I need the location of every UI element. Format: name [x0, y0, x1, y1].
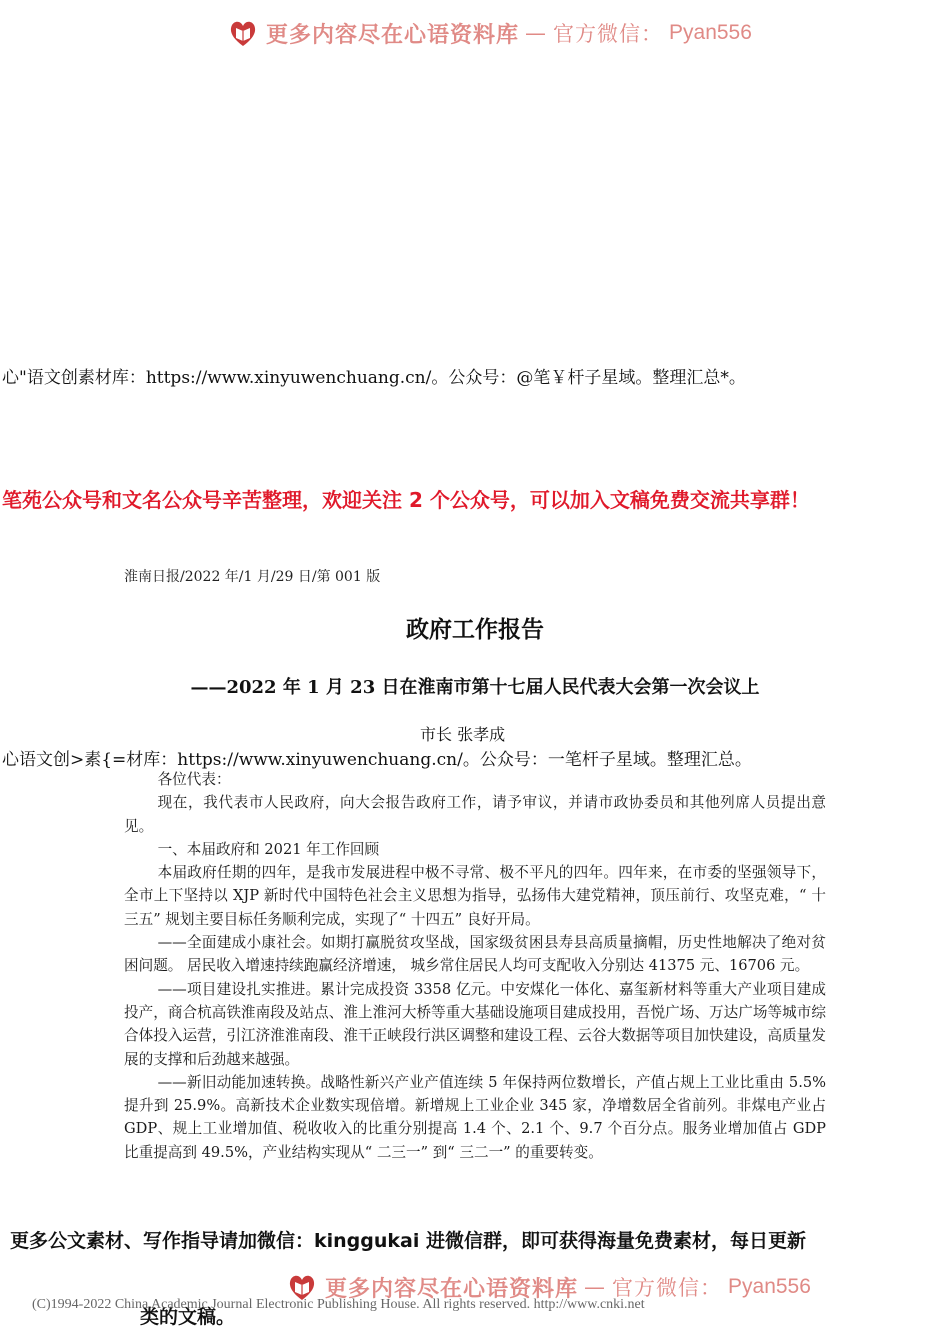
- source-line-middle: 心语文创>素{=材库：https://www.xinyuwenchuang.cn/。公众号：一笔杆子星域。整理汇总。: [2, 750, 752, 770]
- report-body: [124, 768, 826, 1164]
- paragraph-review: 本届政府任期的四年，是我市发展进程中极不寻常、极不平凡的四年。四年来，在市委的坚强领导下，全市上下坚持以 XJP 新时代中国特色社会主义思想为指导，弘扬伟大建党精神，顶压前行、攻坚克难，“ 十三五” 规划主要目标任务顺利完成，实现了“ 十四五” 良好开局。: [124, 864, 826, 928]
- author-line: 市长 张孝成: [420, 725, 506, 744]
- watermark-main-text: 更多内容尽在心语资料库: [325, 1275, 579, 1302]
- section-heading: 一、本届政府和 2021 年工作回顾: [157, 840, 380, 858]
- watermark-wechat-label: 官方微信：: [553, 22, 664, 46]
- paragraph-momentum: ——新旧动能加速转换。战略性新兴产业产值连续 5 年保持两位数增长，产值占规上工业比重由 5.5%提升到 25.9%。高新技术企业数实现倍增。新增规上工业企业 345 家，净增数居全省前列。非煤电产业占 GDP、规上工业增加值、税收收入的比重分别提高 1.4 个、2.1 个、9.7 个百分点。服务业增加值占 GDP 比重提高到 49.5%，产业结构实现从“ 二三一” 到“ 三二一” 的重要转变。: [124, 1073, 826, 1161]
- dateline: 淮南日报/2022 年/1 月/29 日/第 001 版: [124, 569, 381, 585]
- watermark-header: [226, 16, 752, 50]
- paragraph-xiaokang: ——全面建成小康社会。如期打赢脱贫攻坚战，国家级贫困县寿县高质量摘帽，历史性地解决了绝对贫困问题。 居民收入增速持续跑赢经济增速， 城乡常住居民人均可支配收入分别达 41375 元、16706 元。: [124, 934, 826, 975]
- copyright-footer: (C)1994-2022 China Academic Journal Electronic Publishing House. All rights reserved. http://www.cnki.net: [32, 1297, 645, 1312]
- promo-banner-red: 笔苑公众号和文名公众号辛苦整理，欢迎关注 2 个公众号，可以加入文稿免费交流共享群！: [2, 488, 810, 512]
- paragraph-salutation: 各位代表：: [157, 771, 231, 788]
- paragraph-projects: ——项目建设扎实推进。累计完成投资 3358 亿元。中安煤化一体化、嘉玺新材料等重大产业项目建成投产，商合杭高铁淮南段及站点、淮上淮河大桥等重大基础设施项目建成投用，吾悦广场、万达广场等城市综合体投入运营，引江济淮淮南段、淮干正峡段行洪区调整和建设工程、云谷大数据等项目加快建设，高质量发展的支撑和后劲越来越强。: [124, 980, 826, 1068]
- source-line-top: 心"语文创素材库：https://www.xinyuwenchuang.cn/。公众号：@笔￥杆子星域。整理汇总*。: [2, 368, 746, 388]
- watermark-wechat-id: Pyan556: [728, 1275, 811, 1298]
- paragraph-intro: 现在，我代表市人民政府，向大会报告政府工作，请予审议，并请市政协委员和其他列席人员提出意见。: [124, 794, 826, 835]
- watermark-dash: —: [584, 1275, 607, 1299]
- watermark-main-text: 更多内容尽在心语资料库: [266, 21, 520, 48]
- watermark-wechat-label: 官方微信：: [612, 1276, 723, 1300]
- page-subtitle: ——2022 年 1 月 23 日在淮南市第十七届人民代表大会第一次会议上: [190, 677, 760, 698]
- watermark-dash: —: [525, 21, 548, 45]
- promo-continuation: 类的文稿。: [140, 1306, 236, 1328]
- promo-banner-black: 更多公文素材、写作指导请加微信：kinggukai 进微信群，即可获得海量免费素材，每日更新: [10, 1230, 806, 1252]
- heart-book-logo-icon: [226, 16, 260, 50]
- watermark-wechat-id: Pyan556: [669, 21, 752, 44]
- page-title: 政府工作报告: [406, 617, 544, 643]
